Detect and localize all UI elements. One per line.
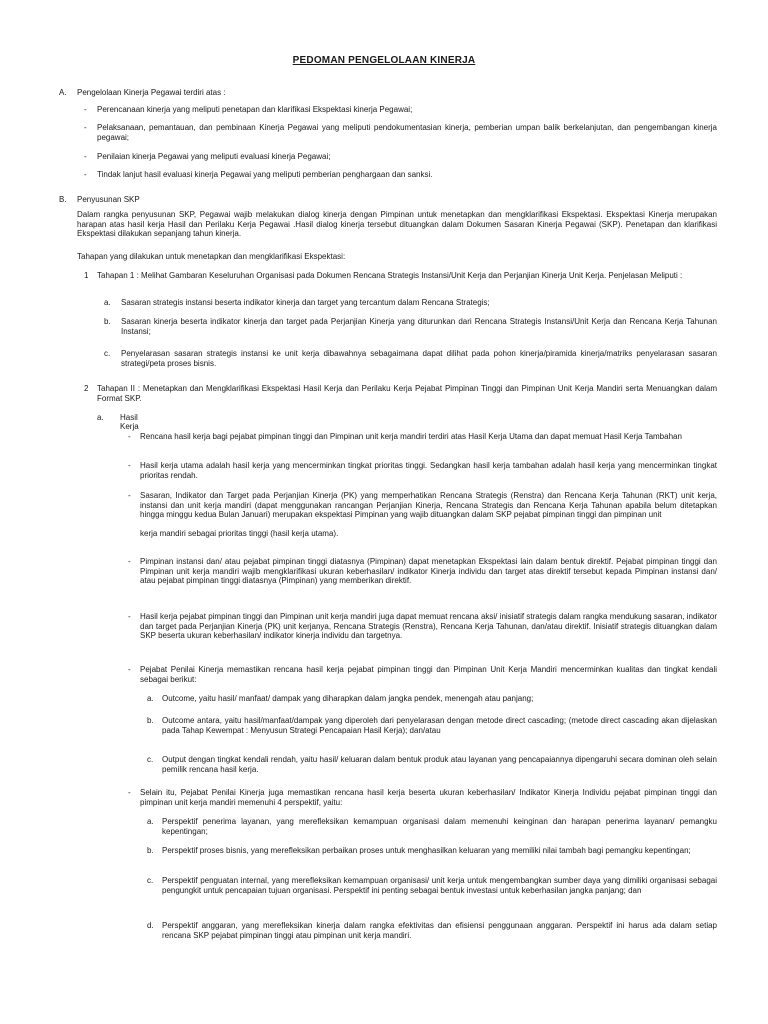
list-item: Perspektif penerima layanan, yang merefleksikan kemampuan organisasi dalam memenuhi keinginan dan harapan penerima layanan/ pemangku kepentingan; (162, 817, 717, 836)
list-letter: d. (147, 921, 154, 930)
list-letter: c. (104, 349, 111, 358)
list-letter: a. (97, 413, 104, 422)
section-b-letter: B. (59, 195, 67, 204)
bullet-dash: - (84, 170, 87, 179)
bullet-item: Hasil kerja utama adalah hasil kerja yang mencerminkan tingkat prioritas tinggi. Sedangkan hasil kerja tambahan adalah hasil kerja yang mencerminkan tingkat prioritas rendah. (140, 461, 717, 480)
list-item: Perspektif proses bisnis, yang merefleksikan perbaikan proses untuk menghasilkan keluaran yang memiliki nilai tambah bagi pemangku kepentingan; (162, 846, 691, 855)
list-letter: a. (104, 298, 111, 307)
bullet-dash: - (84, 152, 87, 161)
list-letter: a. (147, 694, 154, 703)
list-item: Outcome, yaitu hasil/ manfaat/ dampak yang diharapkan dalam jangka pendek, menengah atau panjang; (162, 694, 534, 703)
step-1-text: Tahapan 1 : Melihat Gambaran Keseluruhan Organisasi pada Dokumen Rencana Strategis Instansi/Unit Kerja dan Perjanjian Kinerja Unit Kerja. Penjelasan Meliputi : (97, 271, 683, 280)
step-2-text: Tahapan II : Menetapkan dan Mengklarifikasi Ekspektasi Hasil Kerja dan Perilaku Kerja Pejabat Pimpinan Tinggi dan Pimpinan Unit Kerja Mandiri serta Menuangkan dalam Format SKP. (97, 384, 717, 403)
list-letter: c. (147, 876, 154, 885)
list-item: Penyelarasan sasaran strategis instansi ke unit kerja dibawahnya sebagaimana dapat dilihat pada pohon kinerja/piramida kinerja/matriks penyelarasan sasaran strategi/peta proses bisnis. (121, 349, 717, 368)
section-a-item: Pelaksanaan, pemantauan, dan pembinaan Kinerja Pegawai yang meliputi pendokumentasian kinerja, pemberian umpan balik berkelanjutan, dan pengembangan kinerja pegawai; (97, 123, 717, 142)
bullet-item: Hasil kerja pejabat pimpinan tinggi dan Pimpinan unit kerja mandiri juga dapat memuat rencana aksi/ inisiatif strategis dalam rangka mendukung sasaran, indikator dan target pada Perjanjian Kinerja (PK) unit kerjanya, Rencana Strategis (Renstra), Rencana Kerja Tahunan, dan/atau direktif. Inisiatif strategis dituangkan dalam SKP beserta ukuran keberhasilan/ indikator kinerja individu dan targetnya. (140, 612, 717, 640)
bullet-item: Pimpinan instansi dan/ atau pejabat pimpinan tinggi diatasnya (Pimpinan) dapat menetapkan Ekspektasi lain dalam bentuk direktif. Pejabat pimpinan tinggi dan Pimpinan unit kerja mandiri wajib mengklarifikasi ukuran keberhasilan/ indikator Kinerja individu dan target atas direktif tersebut kepada Pimpinan instansi dan/ atau pejabat pimpinan tinggi diatasnya (Pimpinan) yang memberikan direktif. (140, 557, 717, 585)
bullet-dash: - (128, 612, 131, 621)
bullet-dash: - (128, 665, 131, 674)
section-a-letter: A. (59, 88, 67, 97)
list-item: Outcome antara, yaitu hasil/manfaat/dampak yang diperoleh dari penyelarasan dengan metode direct cascading; (metode direct cascading akan dijelaskan pada Tahap Kewempat : Menyusun Strategi Pencapaian Hasil Kerja); dan/atau (162, 716, 717, 735)
list-item: Perspektif anggaran, yang merefleksikan kinerja dalam rangka efektivitas dan efisiensi penggunaan anggaran. Perspektif ini harus ada dalam setiap rencana SKP pejabat pimpinan tinggi atau pimpinan unit kerja mandiri. (162, 921, 717, 940)
bullet-dash: - (84, 123, 87, 132)
list-item: Sasaran strategis instansi beserta indikator kinerja dan target yang tercantum dalam Rencana Strategis; (121, 298, 490, 307)
list-item: Sasaran kinerja beserta indikator kinerja dan target pada Perjanjian Kinerja yang diturunkan dari Rencana Strategis Instansi/Unit Kerja dan Rencana Kerja Tahunan Instansi; (121, 317, 717, 336)
bullet-dash: - (128, 788, 131, 797)
list-item: Perspektif penguatan internal, yang merefleksikan kemampuan organisasi/ unit kerja untuk mengembangkan sumber daya yang dimiliki organisasi sebagai pengungkit untuk pencapaian tujuan organisasi. Perspektif ini penting sebagai bentuk investasi untuk keberhasilan jangka panjang; dan (162, 876, 717, 895)
bullet-item-continuation: kerja mandiri sebagai prioritas tinggi (hasil kerja utama). (140, 529, 339, 538)
bullet-item: Pejabat Penilai Kinerja memastikan rencana hasil kerja pejabat pimpinan tinggi dan Pimpinan Unit Kerja Mandiri mencerminkan kualitas dan tingkat kendali sebagai berikut: (140, 665, 717, 684)
section-b-paragraph: Tahapan yang dilakukan untuk menetapkan dan mengklarifikasi Ekspektasi: (77, 252, 346, 261)
bullet-dash: - (84, 105, 87, 114)
sub-heading: Hasil (120, 413, 138, 422)
bullet-dash: - (128, 557, 131, 566)
bullet-item: Sasaran, Indikator dan Target pada Perjanjian Kinerja (PK) yang memperhatikan Rencana Strategis (Renstra) dan Rencana Kerja Tahunan (RKT) unit kerja, instansi dan unit kerja mandiri (dapat menggunakan rancangan Perjanjian Kinerja, Rencana Strategis dan Rencana Kerja Tahunan apabila belum ditetapkan hingga minggu kedua Bulan Januari) merupakan ekspektasi Pimpinan yang wajib dituangkan dalam SKP pejabat pimpinan tinggi dan pimpinan unit (140, 491, 717, 519)
list-letter: b. (147, 846, 154, 855)
list-letter: c. (147, 755, 154, 764)
list-letter: b. (147, 716, 154, 725)
section-b-paragraph: Dalam rangka penyusunan SKP, Pegawai wajib melakukan dialog kinerja dengan Pimpinan untuk menetapkan dan mengklarifikasi Ekspektasi. Ekspektasi Kinerja merupakan harapan atas hasil kerja Hasil dan Perilaku Kerja Pegawai .Hasil dialog kinerja tersebut dituangkan dalam Dokumen Sasaran Kinerja Pegawai (SKP). Penetapan dan klarifikasi Ekspektasi dilakukan sepanjang tahun kinerja. (77, 210, 717, 238)
document-title: PEDOMAN PENGELOLAAN KINERJA (292, 55, 476, 66)
sub-heading: Kerja (120, 422, 139, 431)
section-a-heading: Pengelolaan Kinerja Pegawai terdiri atas : (77, 88, 226, 97)
bullet-dash: - (128, 432, 131, 441)
section-a-item: Perencanaan kinerja yang meliputi penetapan dan klarifikasi Ekspektasi kinerja Pegawai; (97, 105, 413, 114)
bullet-item: Selain itu, Pejabat Penilai Kinerja juga memastikan rencana hasil kerja beserta ukuran keberhasilan/ Indikator Kinerja Individu pejabat pimpinan tinggi dan pimpinan unit kerja mandiri memenuhi 4 perspektif, yaitu: (140, 788, 717, 807)
section-b-heading: Penyusunan SKP (77, 195, 140, 204)
bullet-item: Rencana hasil kerja bagi pejabat pimpinan tinggi dan Pimpinan unit kerja mandiri terdiri atas Hasil Kerja Utama dan dapat memuat Hasil Kerja Tambahan (140, 432, 682, 441)
section-a-item: Penilaian kinerja Pegawai yang meliputi evaluasi kinerja Pegawai; (97, 152, 331, 161)
list-letter: b. (104, 317, 111, 326)
step-number: 1 (84, 271, 89, 280)
bullet-dash: - (128, 461, 131, 470)
section-a-item: Tindak lanjut hasil evaluasi kinerja Pegawai yang meliputi pemberian penghargaan dan sanksi. (97, 170, 433, 179)
step-number: 2 (84, 384, 89, 393)
list-item: Output dengan tingkat kendali rendah, yaitu hasil/ keluaran dalam bentuk produk atau layanan yang pencapaiannya dipengaruhi secara dominan oleh selain pemilik rencana hasil kerja. (162, 755, 717, 774)
bullet-dash: - (128, 491, 131, 500)
list-letter: a. (147, 817, 154, 826)
